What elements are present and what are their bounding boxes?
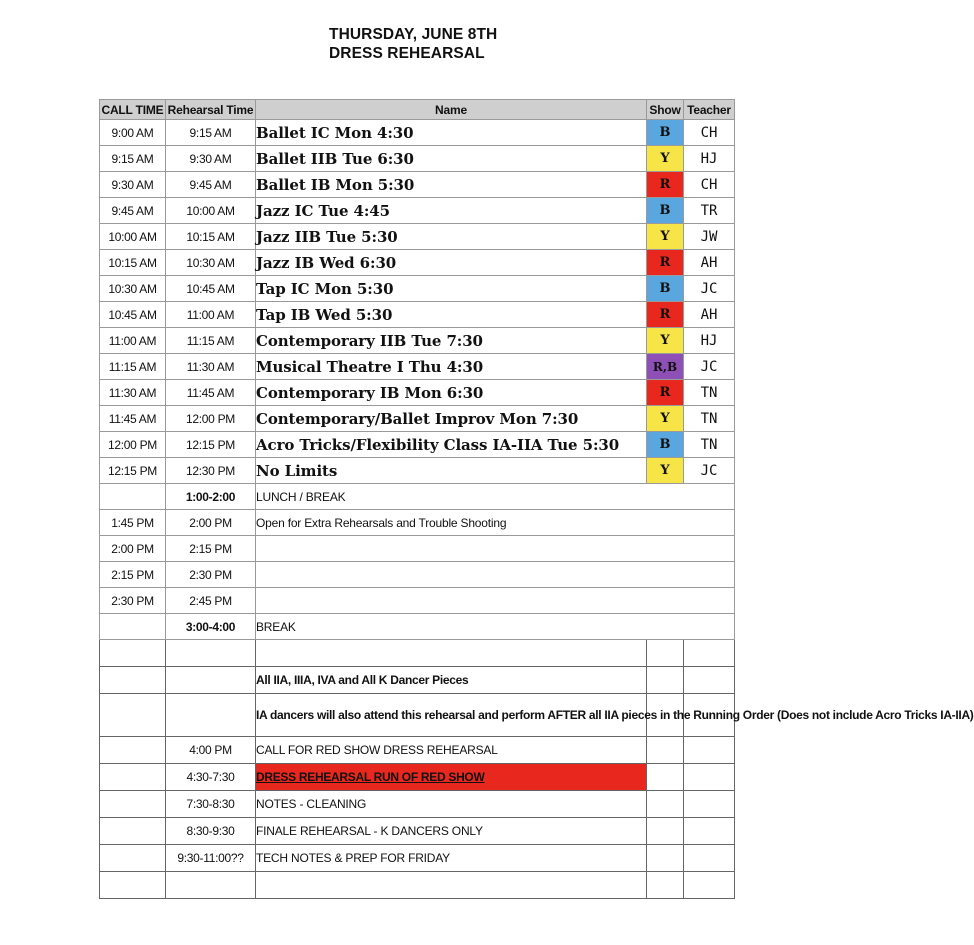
class-row	[100, 172, 735, 198]
col-show: Show	[647, 100, 684, 120]
call-time-cell	[100, 764, 166, 791]
show-badge: R	[647, 302, 684, 328]
show-cell	[647, 818, 684, 845]
teacher-cell: AH	[684, 302, 735, 328]
rehearsal-time-cell: 3:00-4:00	[166, 614, 256, 640]
class-name-cell: Contemporary/Ballet Improv Mon 7:30	[256, 406, 647, 432]
class-name-cell: No Limits	[256, 458, 647, 484]
rehearsal-time-cell: 2:00 PM	[166, 510, 256, 536]
evening-row	[100, 818, 735, 845]
show-badge: Y	[647, 328, 684, 354]
class-row	[100, 276, 735, 302]
red-show-highlight	[256, 764, 647, 791]
rehearsal-time-cell: 12:30 PM	[166, 458, 256, 484]
class-name-cell: Jazz IIB Tue 5:30	[256, 224, 647, 250]
show-badge: R	[647, 172, 684, 198]
note-cell: CALL FOR RED SHOW DRESS REHEARSAL	[256, 737, 647, 764]
class-row	[100, 250, 735, 276]
call-time-cell	[100, 640, 166, 667]
show-cell	[647, 872, 684, 899]
call-time-cell: 2:00 PM	[100, 536, 166, 562]
teacher-cell	[684, 845, 735, 872]
teacher-cell	[684, 818, 735, 845]
teacher-cell	[684, 640, 735, 667]
call-time-cell: 10:15 AM	[100, 250, 166, 276]
show-badge: R,B	[647, 354, 684, 380]
rehearsal-time-cell	[166, 872, 256, 899]
note-cell	[256, 588, 735, 614]
rehearsal-time-cell: 2:15 PM	[166, 536, 256, 562]
evening-row	[100, 694, 735, 737]
call-time-cell: 12:15 PM	[100, 458, 166, 484]
class-row	[100, 432, 735, 458]
rehearsal-time-cell: 10:15 AM	[166, 224, 256, 250]
col-call-time: CALL TIME	[100, 100, 166, 120]
call-time-cell	[100, 872, 166, 899]
call-time-cell	[100, 818, 166, 845]
class-name-cell: Jazz IB Wed 6:30	[256, 250, 647, 276]
teacher-cell: JC	[684, 354, 735, 380]
note-cell: TECH NOTES & PREP FOR FRIDAY	[256, 845, 647, 872]
teacher-cell: TN	[684, 406, 735, 432]
call-time-cell: 10:45 AM	[100, 302, 166, 328]
call-time-cell	[100, 614, 166, 640]
teacher-cell: JC	[684, 458, 735, 484]
show-cell	[647, 845, 684, 872]
afternoon-row	[100, 484, 735, 510]
rehearsal-time-cell: 2:45 PM	[166, 588, 256, 614]
show-cell	[647, 764, 684, 791]
call-time-cell: 11:15 AM	[100, 354, 166, 380]
note-cell: FINALE REHEARSAL - K DANCERS ONLY	[256, 818, 647, 845]
call-time-cell: 10:00 AM	[100, 224, 166, 250]
rehearsal-time-cell: 9:30-11:00??	[166, 845, 256, 872]
class-name-cell: Tap IB Wed 5:30	[256, 302, 647, 328]
teacher-cell: CH	[684, 172, 735, 198]
evening-row	[100, 872, 735, 899]
title-event: DRESS REHEARSAL	[329, 45, 485, 62]
class-row	[100, 380, 735, 406]
afternoon-row	[100, 562, 735, 588]
header-row	[100, 100, 735, 120]
note-cell	[256, 562, 735, 588]
note-cell	[256, 536, 735, 562]
class-row	[100, 302, 735, 328]
show-badge: Y	[647, 458, 684, 484]
col-teacher: Teacher	[684, 100, 735, 120]
afternoon-row	[100, 510, 735, 536]
class-row	[100, 224, 735, 250]
class-name-cell: Tap IC Mon 5:30	[256, 276, 647, 302]
rehearsal-time-cell: 12:00 PM	[166, 406, 256, 432]
call-time-cell	[100, 484, 166, 510]
call-time-cell: 11:30 AM	[100, 380, 166, 406]
show-cell	[647, 791, 684, 818]
page-title	[329, 25, 497, 63]
rehearsal-time-cell: 9:30 AM	[166, 146, 256, 172]
teacher-cell	[684, 737, 735, 764]
rehearsal-time-cell: 11:30 AM	[166, 354, 256, 380]
rehearsal-time-cell	[166, 694, 256, 737]
show-badge: R	[647, 250, 684, 276]
show-cell	[647, 667, 684, 694]
teacher-cell	[684, 667, 735, 694]
show-badge: Y	[647, 406, 684, 432]
evening-row	[100, 667, 735, 694]
note-cell: BREAK	[256, 614, 735, 640]
show-cell	[647, 640, 684, 667]
call-time-cell: 10:30 AM	[100, 276, 166, 302]
show-badge: B	[647, 198, 684, 224]
afternoon-row	[100, 614, 735, 640]
rehearsal-time-cell: 4:30-7:30	[166, 764, 256, 791]
class-row	[100, 120, 735, 146]
rehearsal-time-cell: 11:00 AM	[166, 302, 256, 328]
evening-row	[100, 640, 735, 667]
teacher-cell: AH	[684, 250, 735, 276]
show-cell	[647, 737, 684, 764]
rehearsal-time-cell	[166, 667, 256, 694]
schedule-table	[99, 99, 974, 899]
class-name-cell: Jazz IC Tue 4:45	[256, 198, 647, 224]
call-time-cell: 12:00 PM	[100, 432, 166, 458]
teacher-cell: CH	[684, 120, 735, 146]
call-time-cell	[100, 845, 166, 872]
teacher-cell	[684, 764, 735, 791]
class-row	[100, 198, 735, 224]
call-time-cell: 2:15 PM	[100, 562, 166, 588]
rehearsal-time-cell	[166, 640, 256, 667]
title-date: THURSDAY, JUNE 8TH	[329, 26, 498, 43]
evening-row	[100, 791, 735, 818]
show-badge: B	[647, 432, 684, 458]
rehearsal-time-cell: 10:30 AM	[166, 250, 256, 276]
class-name-cell: Acro Tricks/Flexibility Class IA-IIA Tue 5:30	[256, 432, 647, 458]
note-cell: Open for Extra Rehearsals and Trouble Shooting	[256, 510, 735, 536]
col-name: Name	[256, 100, 647, 120]
class-name-cell: Ballet IC Mon 4:30	[256, 120, 647, 146]
teacher-cell: JC	[684, 276, 735, 302]
rehearsal-time-cell: 11:45 AM	[166, 380, 256, 406]
evening-row	[100, 764, 735, 791]
class-row	[100, 328, 735, 354]
class-name-cell: Contemporary IIB Tue 7:30	[256, 328, 647, 354]
note-cell: IA dancers will also attend this rehearsal and perform AFTER all IIA pieces in the Running Order (Does not include Acro Tricks IA-IIA)	[256, 694, 647, 737]
rehearsal-time-cell: 11:15 AM	[166, 328, 256, 354]
rehearsal-time-cell: 2:30 PM	[166, 562, 256, 588]
call-time-cell	[100, 737, 166, 764]
call-time-cell	[100, 694, 166, 737]
teacher-cell	[684, 872, 735, 899]
call-time-cell: 9:15 AM	[100, 146, 166, 172]
teacher-cell: TR	[684, 198, 735, 224]
call-time-cell: 9:00 AM	[100, 120, 166, 146]
note-cell: All IIA, IIIA, IVA and All K Dancer Pieces	[256, 667, 647, 694]
col-rehearsal-time: Rehearsal Time	[166, 100, 256, 120]
show-badge: Y	[647, 224, 684, 250]
class-row	[100, 406, 735, 432]
class-name-cell: Ballet IB Mon 5:30	[256, 172, 647, 198]
call-time-cell: 1:45 PM	[100, 510, 166, 536]
call-time-cell	[100, 791, 166, 818]
rehearsal-time-cell: 8:30-9:30	[166, 818, 256, 845]
teacher-cell: TN	[684, 380, 735, 406]
show-badge: Y	[647, 146, 684, 172]
red-show-label: DRESS REHEARSAL RUN OF RED SHOW	[256, 770, 485, 784]
teacher-cell: HJ	[684, 328, 735, 354]
teacher-cell: TN	[684, 432, 735, 458]
rehearsal-time-cell: 9:45 AM	[166, 172, 256, 198]
call-time-cell	[100, 667, 166, 694]
note-cell	[256, 640, 647, 667]
call-time-cell: 9:30 AM	[100, 172, 166, 198]
teacher-cell: JW	[684, 224, 735, 250]
show-badge: B	[647, 276, 684, 302]
rehearsal-time-cell: 10:45 AM	[166, 276, 256, 302]
evening-row	[100, 737, 735, 764]
call-time-cell: 9:45 AM	[100, 198, 166, 224]
rehearsal-time-cell: 10:00 AM	[166, 198, 256, 224]
call-time-cell: 11:45 AM	[100, 406, 166, 432]
teacher-cell: HJ	[684, 146, 735, 172]
rehearsal-time-cell: 4:00 PM	[166, 737, 256, 764]
show-badge: B	[647, 120, 684, 146]
class-name-cell: Contemporary IB Mon 6:30	[256, 380, 647, 406]
note-cell	[256, 872, 647, 899]
note-cell: NOTES - CLEANING	[256, 791, 647, 818]
rehearsal-time-cell: 1:00-2:00	[166, 484, 256, 510]
rehearsal-time-cell: 7:30-8:30	[166, 791, 256, 818]
afternoon-row	[100, 536, 735, 562]
class-row	[100, 458, 735, 484]
show-badge: R	[647, 380, 684, 406]
class-name-cell: Musical Theatre I Thu 4:30	[256, 354, 647, 380]
teacher-cell	[684, 791, 735, 818]
call-time-cell: 2:30 PM	[100, 588, 166, 614]
class-name-cell: Ballet IIB Tue 6:30	[256, 146, 647, 172]
call-time-cell: 11:00 AM	[100, 328, 166, 354]
note-cell: LUNCH / BREAK	[256, 484, 735, 510]
afternoon-row	[100, 588, 735, 614]
class-row	[100, 146, 735, 172]
class-row	[100, 354, 735, 380]
rehearsal-time-cell: 9:15 AM	[166, 120, 256, 146]
rehearsal-time-cell: 12:15 PM	[166, 432, 256, 458]
evening-row	[100, 845, 735, 872]
